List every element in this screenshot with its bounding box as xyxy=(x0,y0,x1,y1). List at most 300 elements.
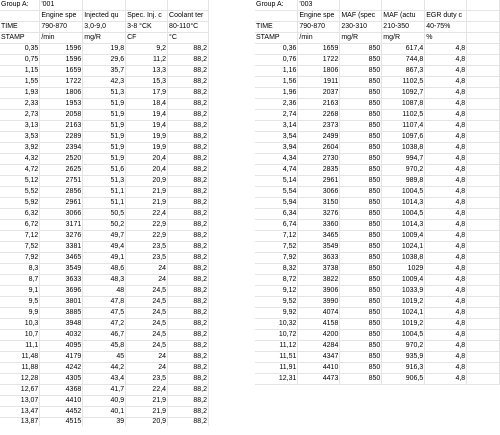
cell[interactable]: 210-350 xyxy=(382,22,425,33)
cell[interactable]: 88,2 xyxy=(168,231,209,242)
cell[interactable]: 850 xyxy=(340,165,382,176)
cell[interactable]: 850 xyxy=(340,110,382,121)
cell[interactable]: 6,32 xyxy=(0,209,40,220)
cell[interactable]: 2058 xyxy=(40,110,83,121)
cell[interactable]: 22,4 xyxy=(126,209,168,220)
cell[interactable] xyxy=(467,264,500,275)
cell[interactable] xyxy=(425,0,467,11)
cell[interactable]: 1911 xyxy=(298,77,340,88)
cell[interactable]: 88,2 xyxy=(168,110,209,121)
cell[interactable]: 850 xyxy=(340,143,382,154)
cell[interactable]: 88,2 xyxy=(168,99,209,110)
cell[interactable]: '003 xyxy=(298,0,340,11)
cell[interactable]: 6,74 xyxy=(255,220,298,231)
cell[interactable]: 4,8 xyxy=(425,121,467,132)
cell[interactable]: 7,52 xyxy=(255,242,298,253)
cell[interactable]: 5,52 xyxy=(0,187,40,198)
cell[interactable]: 24,5 xyxy=(126,330,168,341)
cell[interactable]: 744,8 xyxy=(382,55,425,66)
cell[interactable]: 850 xyxy=(340,275,382,286)
cell[interactable]: 1722 xyxy=(298,55,340,66)
cell[interactable]: 5,92 xyxy=(0,198,40,209)
cell[interactable]: 850 xyxy=(340,253,382,264)
cell[interactable]: 1953 xyxy=(40,99,83,110)
cell[interactable]: 850 xyxy=(340,264,382,275)
cell[interactable]: 2163 xyxy=(40,121,83,132)
cell[interactable]: 3,94 xyxy=(255,143,298,154)
cell[interactable]: 3465 xyxy=(40,253,83,264)
cell[interactable]: 88,2 xyxy=(168,132,209,143)
cell[interactable] xyxy=(255,11,298,22)
cell[interactable]: 7,92 xyxy=(255,253,298,264)
cell[interactable]: 9,2 xyxy=(126,44,168,55)
cell[interactable]: 3822 xyxy=(298,275,340,286)
cell[interactable]: 3948 xyxy=(40,319,83,330)
cell[interactable]: 40,1 xyxy=(83,407,126,418)
cell[interactable]: 51,6 xyxy=(83,165,126,176)
cell[interactable]: 1019,2 xyxy=(382,297,425,308)
cell[interactable] xyxy=(382,0,425,11)
cell[interactable]: 3,14 xyxy=(255,121,298,132)
cell[interactable]: 850 xyxy=(340,77,382,88)
cell[interactable] xyxy=(467,66,500,77)
cell[interactable]: 4032 xyxy=(40,330,83,341)
cell[interactable]: 2625 xyxy=(40,165,83,176)
cell[interactable]: 6,72 xyxy=(0,220,40,231)
cell[interactable]: 48,6 xyxy=(83,264,126,275)
cell[interactable]: 42,3 xyxy=(83,77,126,88)
cell[interactable] xyxy=(168,0,209,11)
cell[interactable]: 88,2 xyxy=(168,242,209,253)
cell[interactable]: 88,2 xyxy=(168,407,209,418)
cell[interactable] xyxy=(467,99,500,110)
cell[interactable]: 850 xyxy=(340,242,382,253)
cell[interactable]: mg/R xyxy=(340,33,382,44)
cell[interactable]: 39 xyxy=(83,418,126,427)
cell[interactable] xyxy=(467,341,500,352)
cell[interactable]: 3,92 xyxy=(0,143,40,154)
cell[interactable]: 51,9 xyxy=(83,99,126,110)
cell[interactable]: 88,2 xyxy=(168,198,209,209)
cell[interactable]: 850 xyxy=(340,187,382,198)
cell[interactable]: 21,9 xyxy=(126,187,168,198)
cell[interactable]: 24 xyxy=(126,264,168,275)
cell[interactable]: 4179 xyxy=(40,352,83,363)
cell[interactable] xyxy=(467,209,500,220)
cell[interactable]: 1087,8 xyxy=(382,99,425,110)
cell[interactable]: 3-8 °CK xyxy=(126,22,168,33)
cell[interactable] xyxy=(83,0,126,11)
cell[interactable]: 1009,4 xyxy=(382,275,425,286)
cell[interactable]: TIME xyxy=(255,22,298,33)
cell[interactable]: 4,8 xyxy=(425,44,467,55)
cell[interactable]: 8,32 xyxy=(255,264,298,275)
cell[interactable]: 88,2 xyxy=(168,253,209,264)
cell[interactable]: 88,2 xyxy=(168,396,209,407)
cell[interactable]: 3633 xyxy=(298,253,340,264)
cell[interactable]: 1659 xyxy=(40,66,83,77)
cell[interactable]: 11,88 xyxy=(0,363,40,374)
cell[interactable]: Injected qu xyxy=(83,11,126,22)
cell[interactable] xyxy=(467,308,500,319)
cell[interactable]: 4200 xyxy=(298,330,340,341)
cell[interactable]: 916,3 xyxy=(382,363,425,374)
cell[interactable]: 1,56 xyxy=(255,77,298,88)
cell[interactable]: 88,2 xyxy=(168,187,209,198)
cell[interactable]: 2037 xyxy=(298,88,340,99)
cell[interactable]: 850 xyxy=(340,99,382,110)
cell[interactable]: 3,13 xyxy=(0,121,40,132)
cell[interactable]: 4,8 xyxy=(425,308,467,319)
cell[interactable]: 5,14 xyxy=(255,176,298,187)
cell[interactable]: 1038,8 xyxy=(382,253,425,264)
cell[interactable]: 21,9 xyxy=(126,407,168,418)
cell[interactable]: STAMP xyxy=(255,33,298,44)
cell[interactable]: 935,9 xyxy=(382,352,425,363)
cell[interactable]: 88,2 xyxy=(168,44,209,55)
cell[interactable]: 4158 xyxy=(298,319,340,330)
cell[interactable]: 11,12 xyxy=(255,341,298,352)
cell[interactable]: 88,2 xyxy=(168,121,209,132)
cell[interactable]: 4,8 xyxy=(425,132,467,143)
cell[interactable]: 24 xyxy=(126,352,168,363)
cell[interactable] xyxy=(467,242,500,253)
cell[interactable]: 19,4 xyxy=(126,121,168,132)
cell[interactable]: 11,51 xyxy=(255,352,298,363)
cell[interactable]: 3171 xyxy=(40,220,83,231)
cell[interactable]: 19,8 xyxy=(83,44,126,55)
cell[interactable]: '001 xyxy=(40,0,83,11)
cell[interactable]: 3150 xyxy=(298,198,340,209)
cell[interactable]: 4,8 xyxy=(425,220,467,231)
cell[interactable]: 850 xyxy=(340,231,382,242)
cell[interactable]: 20,9 xyxy=(126,176,168,187)
cell[interactable]: 88,2 xyxy=(168,209,209,220)
cell[interactable]: 4,8 xyxy=(425,176,467,187)
cell[interactable]: 1722 xyxy=(40,77,83,88)
cell[interactable]: 3549 xyxy=(40,264,83,275)
cell[interactable]: 3696 xyxy=(40,286,83,297)
cell[interactable]: 850 xyxy=(340,176,382,187)
cell[interactable]: 1,96 xyxy=(255,88,298,99)
cell[interactable]: 4,8 xyxy=(425,66,467,77)
cell[interactable] xyxy=(467,330,500,341)
cell[interactable]: 12,67 xyxy=(0,385,40,396)
cell[interactable]: 1024,1 xyxy=(382,308,425,319)
cell[interactable]: 3276 xyxy=(298,209,340,220)
cell[interactable]: 45 xyxy=(83,352,126,363)
cell[interactable]: 44,2 xyxy=(83,363,126,374)
cell[interactable]: 13,47 xyxy=(0,407,40,418)
cell[interactable]: 2604 xyxy=(298,143,340,154)
cell[interactable] xyxy=(467,110,500,121)
cell[interactable]: 45,8 xyxy=(83,341,126,352)
cell[interactable]: 790-870 xyxy=(40,22,83,33)
cell[interactable]: 850 xyxy=(340,154,382,165)
cell[interactable]: 1014,3 xyxy=(382,220,425,231)
cell[interactable]: 21,9 xyxy=(126,396,168,407)
cell[interactable]: 850 xyxy=(340,330,382,341)
cell[interactable]: 5,54 xyxy=(255,187,298,198)
cell[interactable]: Coolant ter xyxy=(168,11,209,22)
cell[interactable]: % xyxy=(425,33,467,44)
cell[interactable]: 4368 xyxy=(40,385,83,396)
cell[interactable]: 88,2 xyxy=(168,154,209,165)
cell[interactable]: 20,4 xyxy=(126,165,168,176)
cell[interactable]: 6,34 xyxy=(255,209,298,220)
cell[interactable]: 17,9 xyxy=(126,88,168,99)
cell[interactable]: 46,7 xyxy=(83,330,126,341)
cell[interactable]: 4,8 xyxy=(425,330,467,341)
cell[interactable]: 850 xyxy=(340,352,382,363)
cell[interactable]: 47,2 xyxy=(83,319,126,330)
cell[interactable]: 23,5 xyxy=(126,242,168,253)
cell[interactable]: EGR duty c xyxy=(425,11,467,22)
cell[interactable]: 40,9 xyxy=(83,396,126,407)
cell[interactable]: Spec. Inj. c xyxy=(126,11,168,22)
cell[interactable] xyxy=(467,253,500,264)
cell[interactable]: 13,07 xyxy=(0,396,40,407)
cell[interactable]: 21,9 xyxy=(126,198,168,209)
cell[interactable]: 4,32 xyxy=(0,154,40,165)
cell[interactable]: 7,92 xyxy=(0,253,40,264)
cell[interactable]: 4074 xyxy=(298,308,340,319)
cell[interactable]: 10,7 xyxy=(0,330,40,341)
cell[interactable]: 1596 xyxy=(40,44,83,55)
cell[interactable]: 1092,7 xyxy=(382,88,425,99)
cell[interactable]: 5,12 xyxy=(0,176,40,187)
cell[interactable]: 8,3 xyxy=(0,264,40,275)
cell[interactable]: /min xyxy=(298,33,340,44)
cell[interactable]: 88,2 xyxy=(168,297,209,308)
cell[interactable]: 4095 xyxy=(40,341,83,352)
cell[interactable]: STAMP xyxy=(0,33,40,44)
cell[interactable]: 19,9 xyxy=(126,143,168,154)
cell[interactable]: 51,1 xyxy=(83,198,126,209)
cell[interactable] xyxy=(467,33,500,44)
cell[interactable]: 88,2 xyxy=(168,264,209,275)
cell[interactable]: 3465 xyxy=(298,231,340,242)
cell[interactable]: 18,4 xyxy=(126,99,168,110)
cell[interactable]: 4,8 xyxy=(425,341,467,352)
cell[interactable]: 47,5 xyxy=(83,308,126,319)
cell[interactable] xyxy=(467,198,500,209)
cell[interactable]: 4,72 xyxy=(0,165,40,176)
cell[interactable]: 11,1 xyxy=(0,341,40,352)
cell[interactable]: 2835 xyxy=(298,165,340,176)
cell[interactable]: 49,4 xyxy=(83,242,126,253)
cell[interactable]: 88,2 xyxy=(168,385,209,396)
cell[interactable]: 850 xyxy=(340,341,382,352)
cell[interactable]: 3906 xyxy=(298,286,340,297)
cell[interactable]: 43,4 xyxy=(83,374,126,385)
cell[interactable] xyxy=(467,121,500,132)
cell[interactable] xyxy=(467,77,500,88)
cell[interactable]: 88,2 xyxy=(168,330,209,341)
cell[interactable]: 88,2 xyxy=(168,319,209,330)
cell[interactable]: 1038,8 xyxy=(382,143,425,154)
cell[interactable] xyxy=(467,374,500,385)
cell[interactable]: 850 xyxy=(340,209,382,220)
cell[interactable]: 1659 xyxy=(298,44,340,55)
cell[interactable]: MAF (spec xyxy=(340,11,382,22)
cell[interactable]: 48,3 xyxy=(83,275,126,286)
cell[interactable]: 1009,4 xyxy=(382,231,425,242)
cell[interactable]: 11,2 xyxy=(126,55,168,66)
cell[interactable]: 9,52 xyxy=(255,297,298,308)
cell[interactable]: 3,0-9,0 xyxy=(83,22,126,33)
cell[interactable]: 7,12 xyxy=(0,231,40,242)
cell[interactable]: 20,9 xyxy=(126,418,168,427)
cell[interactable]: 970,2 xyxy=(382,165,425,176)
cell[interactable]: 2499 xyxy=(298,132,340,143)
cell[interactable]: CF xyxy=(126,33,168,44)
cell[interactable]: 24,5 xyxy=(126,297,168,308)
cell[interactable]: 1,55 xyxy=(0,77,40,88)
cell[interactable] xyxy=(0,11,40,22)
cell[interactable]: 50,5 xyxy=(83,209,126,220)
cell[interactable]: 88,2 xyxy=(168,418,209,427)
cell[interactable]: /min xyxy=(40,33,83,44)
cell[interactable] xyxy=(340,0,382,11)
cell[interactable]: 51,9 xyxy=(83,110,126,121)
cell[interactable] xyxy=(467,363,500,374)
cell[interactable]: 994,7 xyxy=(382,154,425,165)
cell[interactable]: 22,9 xyxy=(126,231,168,242)
cell[interactable] xyxy=(467,132,500,143)
cell[interactable]: 2730 xyxy=(298,154,340,165)
cell[interactable]: 88,2 xyxy=(168,55,209,66)
cell[interactable]: 24,5 xyxy=(126,308,168,319)
cell[interactable]: 1024,1 xyxy=(382,242,425,253)
cell[interactable]: 4,8 xyxy=(425,363,467,374)
cell[interactable]: 51,3 xyxy=(83,176,126,187)
cell[interactable]: 4,8 xyxy=(425,374,467,385)
cell[interactable]: 4515 xyxy=(40,418,83,427)
cell[interactable]: 9,92 xyxy=(255,308,298,319)
cell[interactable] xyxy=(467,0,500,11)
cell[interactable]: 4,8 xyxy=(425,187,467,198)
cell[interactable]: 2961 xyxy=(298,176,340,187)
cell[interactable]: 10,3 xyxy=(0,319,40,330)
cell[interactable]: 4,8 xyxy=(425,231,467,242)
cell[interactable]: 4,34 xyxy=(255,154,298,165)
cell[interactable]: Group A: xyxy=(255,0,298,11)
cell[interactable]: 2856 xyxy=(40,187,83,198)
cell[interactable]: 1,15 xyxy=(0,66,40,77)
cell[interactable]: 1806 xyxy=(298,66,340,77)
cell[interactable]: 22,9 xyxy=(126,220,168,231)
cell[interactable]: 4,74 xyxy=(255,165,298,176)
cell[interactable]: 80-110°C xyxy=(168,22,209,33)
cell[interactable]: 1097,6 xyxy=(382,132,425,143)
cell[interactable]: 88,2 xyxy=(168,275,209,286)
cell[interactable]: 1102,5 xyxy=(382,110,425,121)
cell[interactable]: 9,12 xyxy=(255,286,298,297)
cell[interactable] xyxy=(467,352,500,363)
cell[interactable]: 4,8 xyxy=(425,88,467,99)
cell[interactable]: 24,5 xyxy=(126,286,168,297)
cell[interactable]: 230-310 xyxy=(340,22,382,33)
cell[interactable]: 11,91 xyxy=(255,363,298,374)
cell[interactable]: 4,8 xyxy=(425,198,467,209)
cell[interactable]: 0,35 xyxy=(0,44,40,55)
cell[interactable]: 4,8 xyxy=(425,77,467,88)
cell[interactable]: 51,3 xyxy=(83,88,126,99)
cell[interactable]: 4473 xyxy=(298,374,340,385)
cell[interactable]: 51,9 xyxy=(83,132,126,143)
cell[interactable]: 9,5 xyxy=(0,297,40,308)
cell[interactable]: 617,4 xyxy=(382,44,425,55)
cell[interactable]: 88,2 xyxy=(168,66,209,77)
cell[interactable]: 51,9 xyxy=(83,121,126,132)
cell[interactable]: 51,1 xyxy=(83,187,126,198)
cell[interactable]: 1029 xyxy=(382,264,425,275)
cell[interactable]: Engine spe xyxy=(40,11,83,22)
cell[interactable]: 88,2 xyxy=(168,308,209,319)
cell[interactable]: 11,48 xyxy=(0,352,40,363)
cell[interactable]: 850 xyxy=(340,286,382,297)
cell[interactable]: 4410 xyxy=(298,363,340,374)
cell[interactable] xyxy=(467,187,500,198)
cell[interactable]: 88,2 xyxy=(168,352,209,363)
cell[interactable] xyxy=(467,231,500,242)
cell[interactable]: 0,76 xyxy=(255,55,298,66)
cell[interactable]: 4,8 xyxy=(425,154,467,165)
cell[interactable]: 2,74 xyxy=(255,110,298,121)
cell[interactable]: 51,9 xyxy=(83,143,126,154)
cell[interactable]: 4,8 xyxy=(425,209,467,220)
cell[interactable]: 4410 xyxy=(40,396,83,407)
cell[interactable] xyxy=(467,11,500,22)
cell[interactable] xyxy=(467,286,500,297)
cell[interactable]: 2,36 xyxy=(255,99,298,110)
cell[interactable] xyxy=(467,275,500,286)
cell[interactable]: 88,2 xyxy=(168,165,209,176)
cell[interactable]: 1014,3 xyxy=(382,198,425,209)
cell[interactable]: 1107,4 xyxy=(382,121,425,132)
cell[interactable]: 2,33 xyxy=(0,99,40,110)
cell[interactable]: 4347 xyxy=(298,352,340,363)
cell[interactable]: 10,72 xyxy=(255,330,298,341)
cell[interactable]: 1004,5 xyxy=(382,330,425,341)
cell[interactable] xyxy=(467,88,500,99)
cell[interactable] xyxy=(467,143,500,154)
cell[interactable]: 850 xyxy=(340,363,382,374)
cell[interactable] xyxy=(126,0,168,11)
cell[interactable]: 4,8 xyxy=(425,99,467,110)
cell[interactable]: 23,5 xyxy=(126,374,168,385)
cell[interactable]: TIME xyxy=(0,22,40,33)
cell[interactable]: 49,1 xyxy=(83,253,126,264)
cell[interactable]: 48 xyxy=(83,286,126,297)
cell[interactable]: 1004,5 xyxy=(382,187,425,198)
cell[interactable]: 3,54 xyxy=(255,132,298,143)
cell[interactable]: 41,7 xyxy=(83,385,126,396)
cell[interactable]: 3381 xyxy=(40,242,83,253)
cell[interactable]: 850 xyxy=(340,297,382,308)
cell[interactable]: 3276 xyxy=(40,231,83,242)
cell[interactable]: 50,2 xyxy=(83,220,126,231)
cell[interactable]: 4,8 xyxy=(425,352,467,363)
cell[interactable]: 2163 xyxy=(298,99,340,110)
cell[interactable]: 13,3 xyxy=(126,66,168,77)
cell[interactable]: mg/R xyxy=(382,33,425,44)
cell[interactable]: 850 xyxy=(340,198,382,209)
cell[interactable]: 88,2 xyxy=(168,143,209,154)
cell[interactable]: 1806 xyxy=(40,88,83,99)
cell[interactable]: 8,7 xyxy=(0,275,40,286)
